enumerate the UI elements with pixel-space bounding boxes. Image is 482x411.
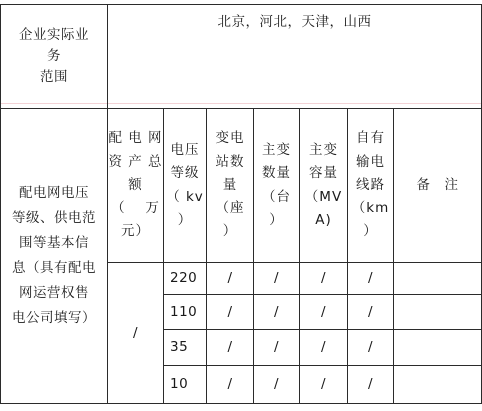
header-substations [207, 109, 253, 262]
table-cell-t-capacity: / [320, 339, 327, 356]
table-cell-remarks [394, 366, 481, 403]
grid-left-label [1, 109, 107, 403]
table-cell-t-count: / [273, 376, 280, 393]
header-line: 容量 [309, 165, 338, 182]
table-cell-t-count: / [273, 270, 280, 287]
header-line: 量 [222, 176, 238, 193]
table-cell-voltage: 10 [170, 376, 189, 393]
table-cell-lines: / [367, 270, 374, 287]
table-cell-substations: / [227, 339, 233, 356]
scope-value [108, 5, 481, 39]
header-line: A) [315, 211, 332, 228]
header-transformer-capacity [300, 109, 347, 262]
header-line: 备 注 [416, 177, 459, 194]
table-cell-t-capacity: / [320, 376, 327, 393]
table-cell-substations: / [227, 270, 233, 287]
header-line: 主变 [262, 142, 291, 159]
header-line: 自有 [356, 130, 385, 147]
header-line: 电压 [170, 142, 200, 159]
header-voltage [164, 109, 206, 262]
header-line: 线路 [356, 176, 385, 193]
table-cell-lines: / [367, 303, 374, 320]
header-line: （ 万 [111, 200, 160, 217]
scope-label-line: 企业实际业 [19, 27, 89, 44]
table-cell-substations: / [227, 303, 233, 320]
header-line: （MV [304, 188, 343, 205]
scope-value-text: 北京，河北，天津，山西 [217, 13, 372, 30]
left-label-line: 围等基本信 [19, 235, 89, 252]
table-cell-remarks [394, 263, 481, 294]
left-label-line: 网运营权售 [19, 284, 89, 301]
header-line: ） [177, 211, 193, 228]
header-line: 数量 [262, 165, 291, 182]
table-cell-lines: / [367, 376, 374, 393]
left-label-line: 等级、供电范 [12, 210, 96, 227]
table-cell-voltage: 220 [170, 270, 198, 287]
table-cell-remarks [394, 295, 481, 329]
table-cell-remarks [394, 330, 481, 365]
header-line: 资 产 总 [108, 153, 163, 170]
header-transformer-count [254, 109, 299, 262]
header-line: （km [351, 200, 390, 217]
scope-label-line: 务 [47, 48, 61, 65]
header-line: （座 [215, 200, 245, 217]
table-cell-t-count: / [273, 303, 280, 320]
table-cell-lines: / [367, 339, 374, 356]
assets-value-text: / [132, 324, 139, 341]
assets-value [108, 263, 163, 403]
table-cell-t-capacity: / [320, 303, 327, 320]
header-line: 额 [128, 176, 143, 193]
header-assets [108, 109, 163, 262]
table-cell-voltage: 110 [170, 303, 198, 320]
header-line: 站数 [215, 153, 245, 170]
table-cell-substations: / [227, 376, 233, 393]
header-line: ） [363, 223, 378, 240]
table-cell-voltage: 35 [170, 339, 189, 356]
header-line: 主变 [309, 142, 338, 159]
scope-label-line: 范围 [40, 68, 68, 85]
left-label-line: 息（具有配电 [12, 260, 96, 276]
table-cell-t-count: / [273, 339, 280, 356]
header-line: ） [269, 211, 284, 228]
header-line: 元） [121, 223, 150, 240]
header-line: 等级 [170, 165, 200, 182]
left-label-line: 电公司填写） [12, 309, 96, 326]
left-label-line: 配电网电压 [19, 185, 89, 202]
header-lines [348, 109, 393, 262]
header-line: （台 [262, 188, 291, 205]
table-cell-t-capacity: / [320, 270, 327, 287]
header-line: 输电 [356, 153, 385, 170]
header-line: （ kv [166, 188, 204, 205]
header-remarks [394, 109, 481, 262]
header-line: ） [222, 223, 238, 240]
scope-label [1, 5, 107, 108]
header-line: 配 电 网 [108, 130, 163, 147]
header-line: 变电 [215, 130, 245, 147]
